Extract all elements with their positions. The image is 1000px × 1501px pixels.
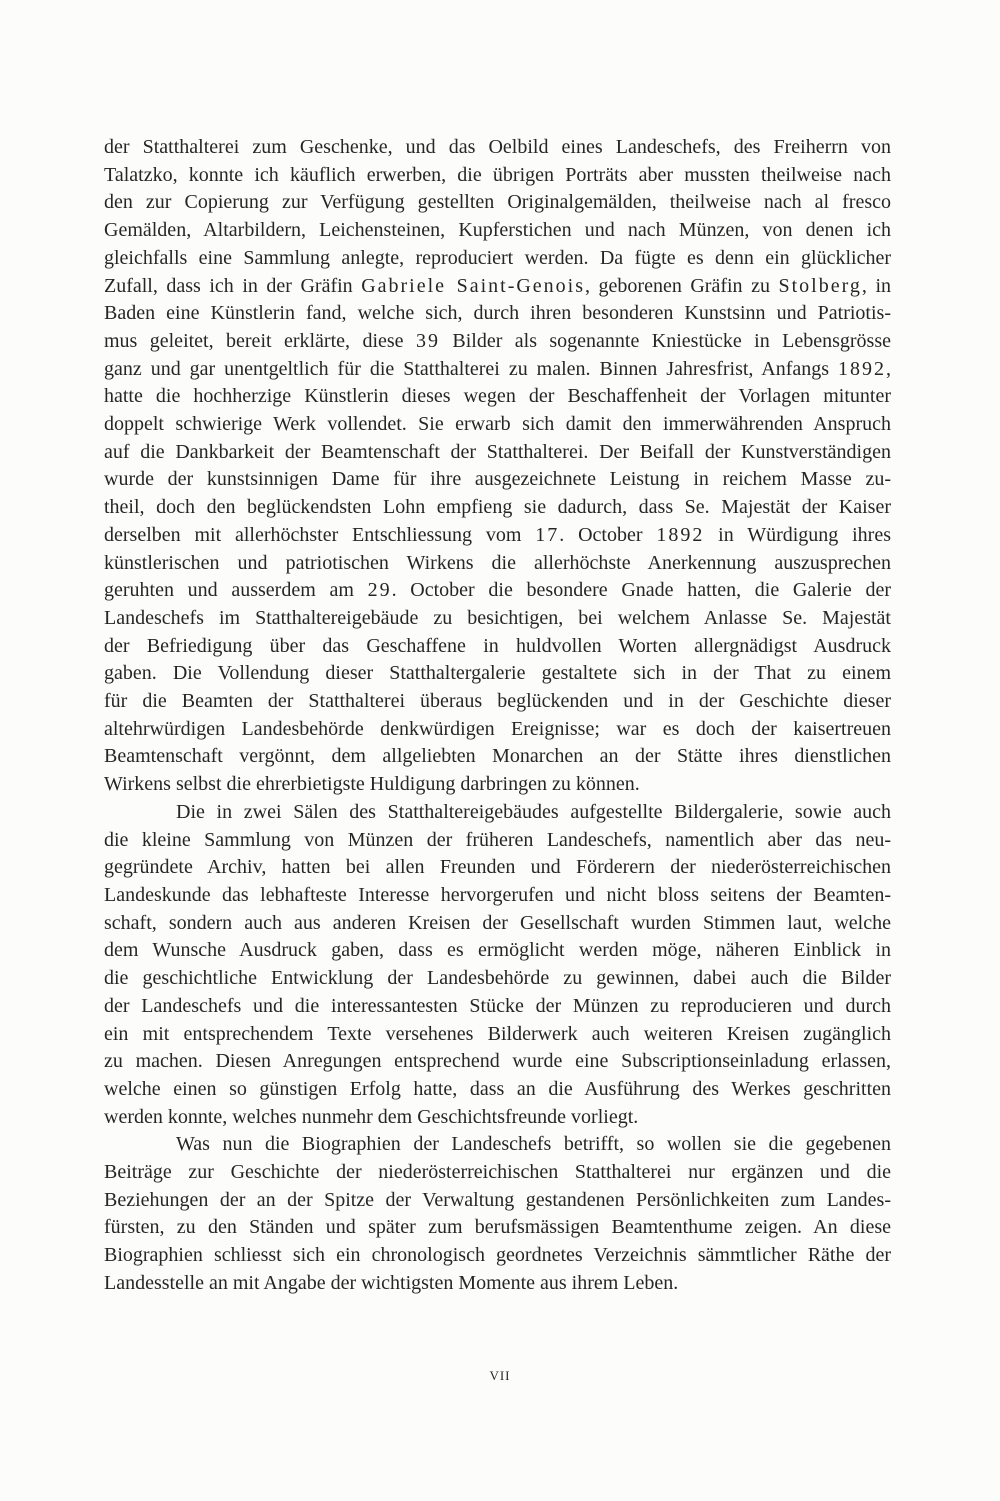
text-line: der Befriedigung über das Geschaffene in huldvollen Worten allergnädigst Ausdruck — [104, 634, 891, 657]
text-line: Wirkens selbst die ehrerbietigste Huldigung darbringen zu können. — [104, 773, 640, 796]
line-segment: in Würdigung ihres — [704, 523, 891, 546]
line-segment: , in — [861, 274, 892, 297]
text-line: für die Beamten der Statthalterei überaus beglückenden und in der Geschichte dieser — [104, 690, 891, 713]
text-line: auf die Dankbarkeit der Beamtenschaft der Statthalterei. Der Beifall der Kunstverständigen — [104, 440, 891, 463]
line-segment: Bilder als sogenannte Kniestücke in Lebensgrösse — [439, 329, 891, 352]
text-line — [104, 522, 891, 550]
text-line: der Landeschefs und die interessantesten Stücke der Münzen zu reproducieren und durch — [104, 994, 891, 1017]
text-line: welche einen so günstigen Erfolg hatte, dass an die Ausführung des Werkes geschritten — [104, 1077, 891, 1100]
line-segment: ganz und gar unentgeltlich für die Statthalterei zu malen. Binnen Jahresfrist, Anfangs — [104, 357, 838, 380]
page-number: VII — [489, 1368, 511, 1383]
text-line: wurde der kunstsinnigen Dame für ihre ausgezeichnete Leistung in reichem Masse zu- — [104, 468, 891, 491]
text-line: hatte die hochherzige Künstlerin dieses wegen der Beschaffenheit der Vorlagen mitunter — [104, 385, 891, 408]
spaced-number: 17 — [535, 523, 560, 546]
line-segment: mus geleitet, bereit erklärte, diese — [104, 329, 416, 352]
paragraph-1 — [104, 134, 891, 799]
text-line: Gemälden, Altarbildern, Leichensteinen, Kupferstichen und nach Münzen, von denen ich — [104, 219, 891, 242]
text-line: Biographien schliesst sich ein chronologisch geordnetes Verzeichnis sämmtlicher Räthe der — [104, 1244, 891, 1267]
line-segment: , geborenen Gräfin zu — [585, 274, 779, 297]
text-line: doppelt schwierige Werk vollendet. Sie erwarb sich damit den immerwährenden Anspruch — [104, 413, 891, 436]
text-line: Baden eine Künstlerin fand, welche sich, durch ihren besonderen Kunstsinn und Patriotis- — [104, 302, 891, 325]
text-line: werden konnte, welches nunmehr dem Geschichtsfreunde vorliegt. — [104, 1105, 639, 1128]
paragraph-2 — [104, 799, 891, 1131]
text-line: Landeskunde das lebhafteste Interesse hervorgerufen und nicht bloss seitens der Beamten- — [104, 883, 891, 906]
text-line — [104, 577, 891, 605]
text-line: Beiträge zur Geschichte der niederösterreichischen Statthalterei nur ergänzen und die — [104, 1161, 891, 1184]
text-line: ein mit entsprechendem Texte versehenes Bilderwerk auch weiteren Kreisen zugänglich — [104, 1022, 891, 1045]
paragraph-3 — [104, 1131, 891, 1297]
text-line: Die in zwei Sälen des Statthaltereigebäudes aufgestellte Bildergalerie, sowie auch — [176, 800, 891, 823]
text-line: Beziehungen der an der Spitze der Verwaltung gestandenen Persönlichkeiten zum Landes- — [104, 1188, 891, 1211]
line-segment: . October — [559, 523, 657, 546]
text-line: altehrwürdigen Landesbehörde denkwürdigen Ereignisse; war es doch der kaisertreuen — [104, 717, 891, 740]
text-line: gleichfalls eine Sammlung anlegte, reproduciert werden. Da fügte es denn ein glücklicher — [104, 246, 891, 269]
line-segment: geruhten und ausserdem am — [104, 579, 368, 602]
text-line: Landesstelle an mit Angabe der wichtigsten Momente aus ihrem Leben. — [104, 1271, 679, 1294]
text-line: fürsten, zu den Ständen und später zum berufsmässigen Beamtenthume zeigen. An diese — [104, 1216, 891, 1239]
spaced-number: 1892 — [656, 523, 705, 546]
text-line: Beamtenschaft vergönnt, dem allgeliebten Monarchen an der Stätte ihres dienstlichen — [104, 745, 891, 768]
spaced-number: 39 — [415, 329, 440, 352]
text-line: theil, doch den beglückendsten Lohn empfieng sie dadurch, dass Se. Majestät der Kaiser — [104, 496, 891, 519]
spaced-name: Gabriele Saint-Genois — [361, 274, 586, 297]
spaced-number: 29 — [367, 579, 392, 602]
line-segment: . October die besondere Gnade hatten, die Galerie der — [391, 579, 891, 602]
text-line: Talatzko, konnte ich käuflich erwerben, die übrigen Porträts aber mussten theilweise nach — [104, 163, 891, 186]
text-line: zu machen. Diesen Anregungen entsprechend wurde eine Subscriptionseinladung erlassen, — [104, 1050, 891, 1073]
text-line: die geschichtliche Entwicklung der Landesbehörde zu gewinnen, dabei auch die Bilder — [104, 967, 891, 990]
line-segment: , — [886, 357, 891, 380]
spaced-name: Stolberg — [778, 274, 862, 297]
text-line: gegründete Archiv, hatten bei allen Freunden und Förderern der niederösterreichischen — [104, 856, 891, 879]
line-segment: Zufall, dass ich in der Gräfin — [104, 274, 362, 297]
text-line: schaft, sondern auch aus anderen Kreisen der Gesellschaft wurden Stimmen laut, welche — [104, 911, 891, 934]
text-line: Was nun die Biographien der Landeschefs betrifft, so wollen sie die gegebenen — [176, 1133, 891, 1156]
text-line — [104, 328, 891, 356]
text-line: künstlerischen und patriotischen Wirkens die allerhöchste Anerkennung auszusprechen — [104, 551, 891, 574]
text-line: die kleine Sammlung von Münzen der früheren Landeschefs, namentlich aber das neu- — [104, 828, 891, 851]
text-line: Landeschefs im Statthaltereigebäude zu besichtigen, bei welchem Anlasse Se. Majestät — [104, 606, 891, 629]
text-line: dem Wunsche Ausdruck gaben, dass es ermöglicht werden möge, näheren Einblick in — [104, 939, 891, 962]
line-segment: derselben mit allerhöchster Entschliessung vom — [104, 523, 536, 546]
text-line — [104, 356, 891, 384]
spaced-number: 1892 — [838, 357, 886, 380]
text-line — [104, 273, 891, 301]
text-line: der Statthalterei zum Geschenke, und das Oelbild eines Landeschefs, des Freiherrn von — [104, 136, 891, 158]
text-line: den zur Copierung zur Verfügung gestellten Originalgemälden, theilweise nach al fresco — [104, 191, 891, 214]
body-text — [104, 134, 891, 1298]
text-line: gaben. Die Vollendung dieser Statthaltergalerie gestaltete sich in der That zu einem — [104, 662, 891, 685]
